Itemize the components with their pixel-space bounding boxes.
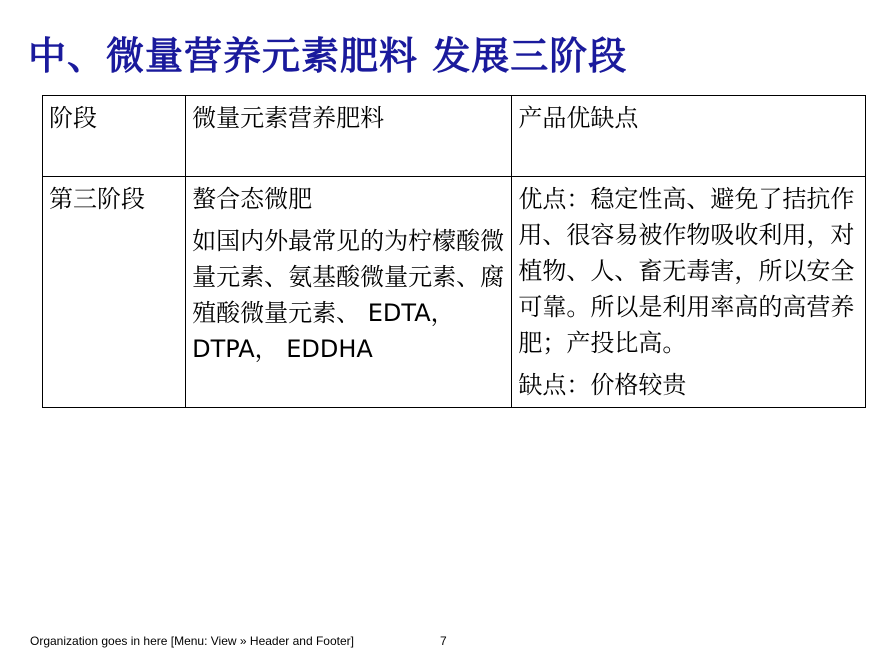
table-header-row <box>43 96 866 177</box>
page-number: 7 <box>440 634 447 648</box>
table-row <box>43 177 866 408</box>
fertilizer-desc: 如国内外最常见的为柠檬酸微量元素、氨基酸微量元素、腐殖酸微量元素、 EDTA， DTPA， EDDHA <box>192 227 505 363</box>
header-pros-cons: 产品优缺点 <box>512 96 866 177</box>
footer-text: Organization goes in here [Menu: View » Header and Footer] <box>30 634 354 648</box>
header-stage: 阶段 <box>43 96 186 177</box>
cell-stage: 第三阶段 <box>43 177 186 408</box>
header-fertilizer: 微量元素营养肥料 <box>186 96 512 177</box>
cell-pros-cons <box>512 177 866 408</box>
page-title: 中、微量营养元素肥料 发展三阶段 <box>28 34 628 78</box>
disadvantages-text: 缺点：价格较贵 <box>518 371 687 399</box>
stage-table <box>42 95 866 408</box>
cell-fertilizer <box>186 177 512 408</box>
fertilizer-name: 螯合态微肥 <box>192 185 313 213</box>
advantages-text: 优点：稳定性高、避免了拮抗作用、很容易被作物吸收利用，对植物、人、畜无毒害，所以安全可靠。所以是利用率高的高营养肥；产投比高。 <box>518 185 855 357</box>
